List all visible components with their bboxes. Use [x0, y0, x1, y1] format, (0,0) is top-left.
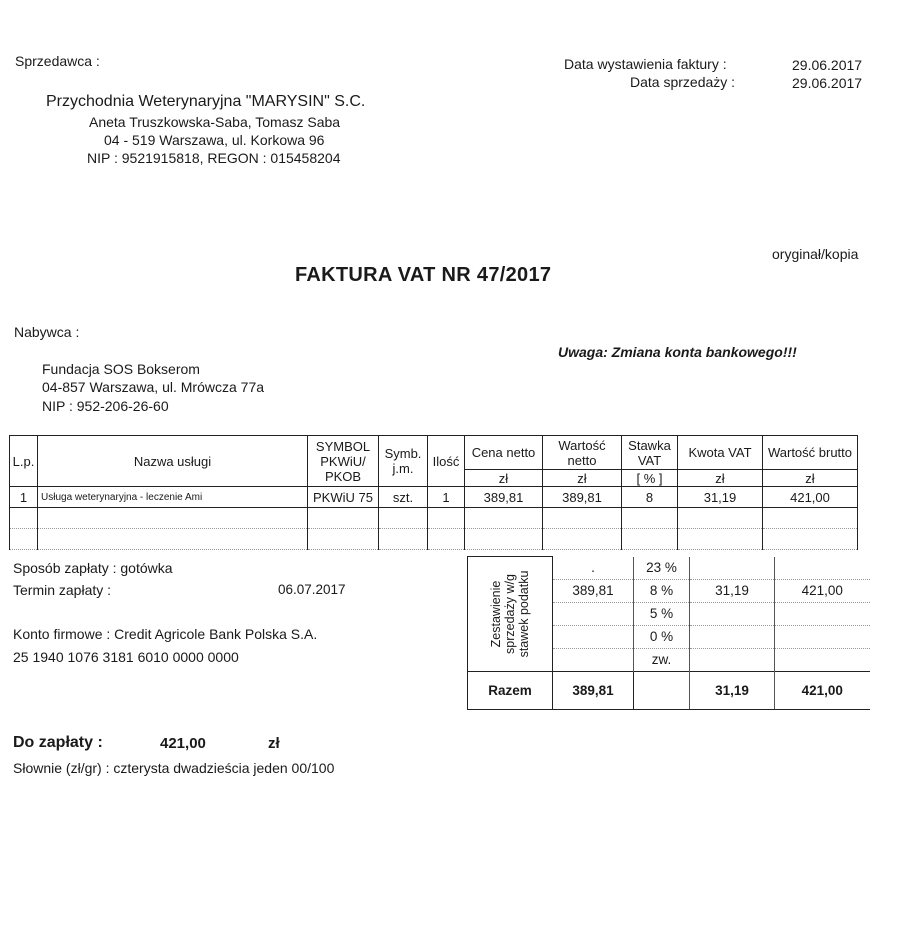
- summary-net: [553, 625, 634, 648]
- seller-address: 04 - 519 Warszawa, ul. Korkowa 96: [104, 132, 325, 148]
- summary-vat: 31,19: [690, 579, 775, 602]
- row-gross: 421,00: [763, 487, 858, 508]
- summary-gross: [775, 648, 870, 671]
- row-unit: szt.: [379, 487, 428, 508]
- seller-owners: Aneta Truszkowska-Saba, Tomasz Saba: [89, 114, 341, 130]
- sale-date-label: Data sprzedaży :: [630, 74, 736, 90]
- table-header-row: [10, 436, 858, 470]
- original-copy-label: oryginał/kopia: [772, 246, 859, 262]
- summary-vat: [690, 625, 775, 648]
- unit-vat-rate: [ % ]: [622, 470, 678, 487]
- row-service-name: Usługa weterynaryjna - leczenie Ami: [38, 487, 308, 508]
- unit-gross: zł: [763, 470, 858, 487]
- col-qty: Ilość: [428, 436, 465, 487]
- payment-term-label: Termin zapłaty :: [13, 582, 112, 598]
- summary-net: 389,81: [553, 579, 634, 602]
- seller-tax-ids: NIP : 9521915818, REGON : 015458204: [87, 150, 341, 166]
- summary-rate: 5 %: [634, 602, 690, 625]
- bank-change-notice: Uwaga: Zmiana konta bankowego!!!: [558, 344, 797, 360]
- amount-due-value: 421,00: [160, 735, 206, 752]
- seller-label: Sprzedawca :: [15, 53, 100, 69]
- payment-method: Sposób zapłaty : gotówka: [13, 560, 173, 576]
- col-unit: Symb. j.m.: [379, 436, 428, 487]
- row-vat-amount: 31,19: [678, 487, 763, 508]
- invoice-title: FAKTURA VAT NR 47/2017: [295, 264, 552, 286]
- col-service-name: Nazwa usługi: [38, 436, 308, 487]
- seller-name: Przychodnia Weterynaryjna "MARYSIN" S.C.: [46, 93, 366, 110]
- summary-side-label: Zestawienie sprzedaży w/g stawek podatku: [468, 557, 553, 672]
- summary-total-net: 389,81: [553, 671, 634, 709]
- summary-total-row: [468, 671, 870, 709]
- summary-net: [553, 602, 634, 625]
- row-net-value: 389,81: [543, 487, 622, 508]
- col-vat-amount: Kwota VAT: [678, 436, 763, 470]
- table-row: [10, 487, 858, 508]
- bank-account-label: Konto firmowe : Credit Agricole Bank Polska S.A.: [13, 626, 318, 642]
- table-row-empty: [10, 529, 858, 550]
- summary-gross: 421,00: [775, 579, 870, 602]
- summary-gross: [775, 625, 870, 648]
- summary-rate: 0 %: [634, 625, 690, 648]
- summary-rate: 8 %: [634, 579, 690, 602]
- buyer-label: Nabywca :: [14, 324, 80, 340]
- sale-date-value: 29.06.2017: [792, 75, 863, 91]
- buyer-name: Fundacja SOS Bokserom: [42, 361, 200, 377]
- payment-term-value: 06.07.2017: [278, 582, 346, 597]
- unit-net-price: zł: [465, 470, 543, 487]
- vat-summary-table: [467, 556, 870, 710]
- row-vat-rate: 8: [622, 487, 678, 508]
- unit-vat-amount: zł: [678, 470, 763, 487]
- row-lp: 1: [10, 487, 38, 508]
- amount-due-currency: zł: [268, 735, 280, 752]
- col-net-value: Wartość netto: [543, 436, 622, 470]
- row-symbol: PKWiU 75: [308, 487, 379, 508]
- col-vat-rate: Stawka VAT: [622, 436, 678, 470]
- summary-total-rate: [634, 671, 690, 709]
- buyer-nip: NIP : 952-206-26-60: [42, 398, 169, 414]
- unit-net-value: zł: [543, 470, 622, 487]
- issue-date-value: 29.06.2017: [792, 57, 863, 73]
- summary-vat: [690, 648, 775, 671]
- row-net-price: 389,81: [465, 487, 543, 508]
- summary-rate: 23 %: [634, 557, 690, 580]
- summary-vat: [690, 602, 775, 625]
- summary-gross: [775, 557, 870, 580]
- col-gross: Wartość brutto: [763, 436, 858, 470]
- col-symbol: SYMBOL PKWiU/ PKOB: [308, 436, 379, 487]
- summary-row: [468, 557, 870, 580]
- summary-total-label: Razem: [468, 671, 553, 709]
- col-lp: L.p.: [10, 436, 38, 487]
- summary-total-gross: 421,00: [775, 671, 870, 709]
- bank-account-number: 25 1940 1076 3181 6010 0000 0000: [13, 649, 239, 665]
- issue-date-label: Data wystawienia faktury :: [564, 56, 727, 72]
- summary-net: .: [553, 557, 634, 580]
- items-table: [9, 435, 858, 550]
- col-net-price: Cena netto: [465, 436, 543, 470]
- row-qty: 1: [428, 487, 465, 508]
- summary-total-vat: 31,19: [690, 671, 775, 709]
- summary-vat: [690, 557, 775, 580]
- amount-in-words: Słownie (zł/gr) : czterysta dwadzieścia jeden 00/100: [13, 760, 335, 776]
- amount-due-label: Do zapłaty :: [13, 734, 103, 751]
- summary-rate: zw.: [634, 648, 690, 671]
- buyer-address: 04-857 Warszawa, ul. Mrówcza 77a: [42, 379, 265, 395]
- table-row-empty: [10, 508, 858, 529]
- summary-gross: [775, 602, 870, 625]
- summary-net: [553, 648, 634, 671]
